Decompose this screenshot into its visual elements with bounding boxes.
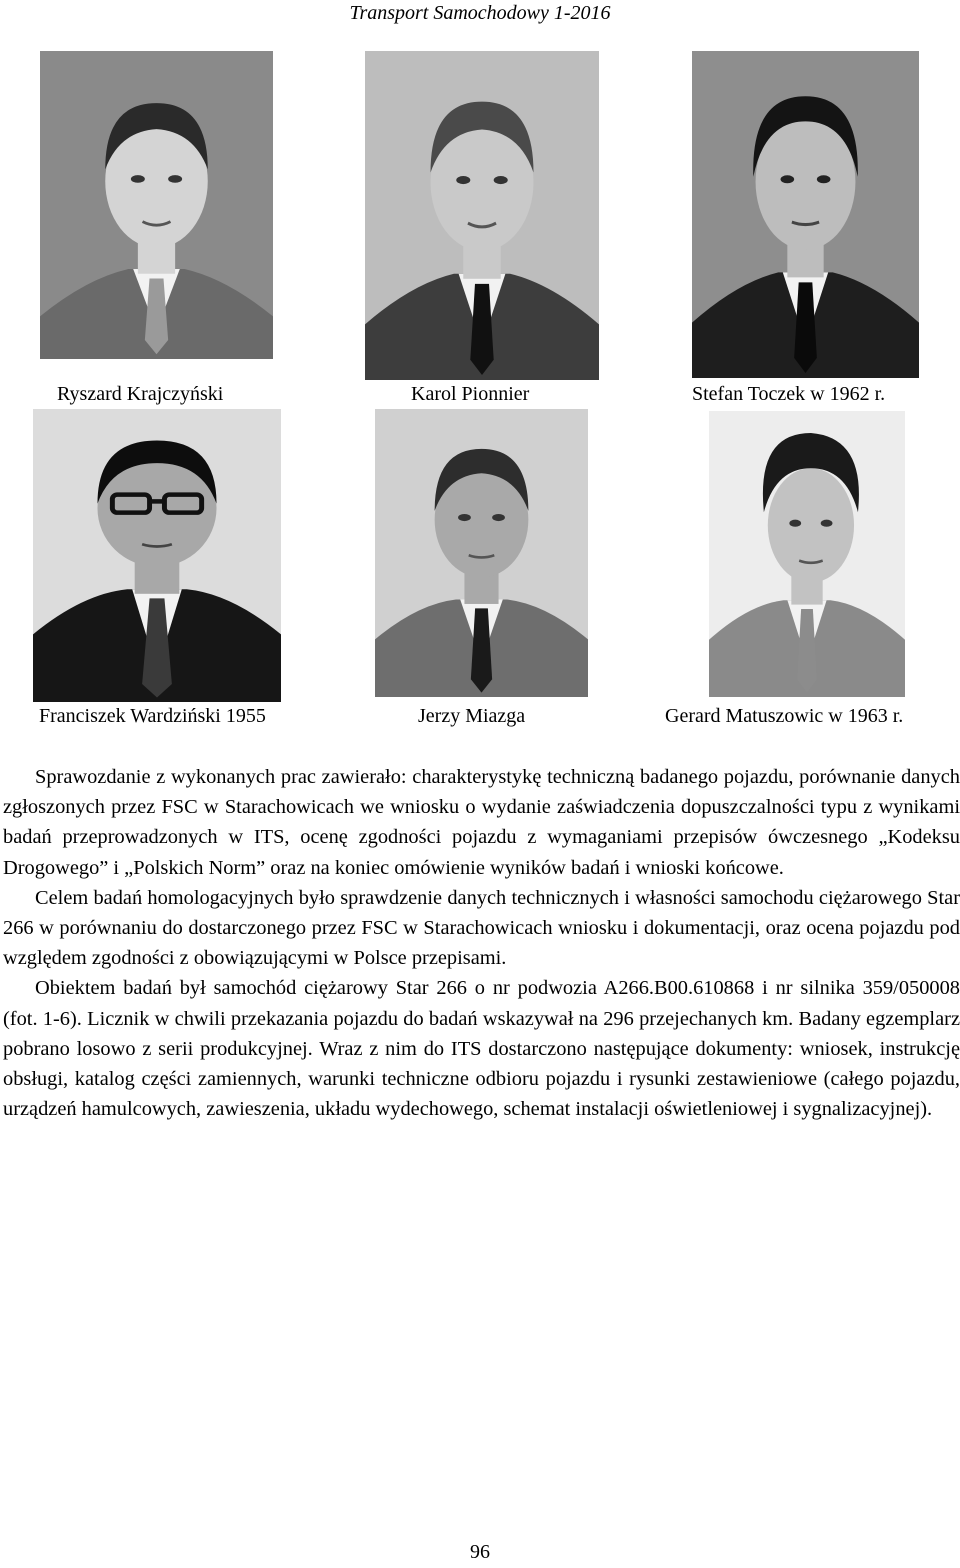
caption-5: Jerzy Miazga bbox=[418, 705, 526, 727]
caption-6: Gerard Matuszowic w 1963 r. bbox=[665, 705, 904, 727]
portrait-image bbox=[692, 51, 919, 378]
page-number: 96 bbox=[470, 1541, 490, 1563]
paragraph-1: Sprawozdanie z wykonanych prac zawierało: charakterystykę techniczną badanego pojazdu, porównanie danych zgłoszonych przez FSC w Starachowicach we wniosku o wydanie zaświadczenia dopuszczalności typu z wynikami badań przeprowadzonych w ITS, ocenę zgodności pojazdu z wymaganiami przepisów ówczesnego „Kodeksu Drogowego” i „Polskich Norm” oraz na koniec omówienie wyników badań i wnioski końcowe. bbox=[3, 766, 960, 879]
caption-3: Stefan Toczek w 1962 r. bbox=[692, 383, 886, 405]
caption-2: Karol Pionnier bbox=[411, 383, 530, 405]
portrait-image bbox=[375, 409, 588, 697]
portrait-image bbox=[33, 409, 281, 702]
portrait-photo-6 bbox=[709, 411, 905, 697]
portrait-photo-3 bbox=[692, 51, 919, 378]
caption-1: Ryszard Krajczyński bbox=[57, 383, 224, 405]
portrait-image bbox=[709, 411, 905, 697]
portrait-photo-1 bbox=[40, 51, 273, 359]
portrait-photo-5 bbox=[375, 409, 588, 697]
paragraph-3: Obiektem badań był samochód ciężarowy Star 266 o nr podwozia A266.B00.610868 i nr silnika 359/050008 (fot. 1-6). Licznik w chwili przekazania pojazdu do badań wskazywał na 296 przejechanych km. Badany egzemplarz pobrano losowo z serii produkcyjnej. Wraz z nim do ITS dostarczono następujące dokumenty: wniosek, instrukcję obsługi, katalog części zamiennych, warunki techniczne odbioru pojazdu i rysunki zestawieniowe (całego pojazdu, urządzeń hamulcowych, zawieszenia, układu wydechowego, schemat instalacji oświetleniowej i sygnalizacyjnej). bbox=[3, 977, 960, 1121]
paragraph-2: Celem badań homologacyjnych było sprawdzenie danych technicznych i własności samochodu ciężarowego Star 266 w porównaniu do dostarczonego przez FSC w Starachowicach wniosku i dokumentacji, oraz ocena pojazdu pod względem zgodności z obowiązującymi w Polsce przepisami. bbox=[3, 886, 960, 970]
portrait-image bbox=[365, 51, 599, 380]
portrait-photo-4 bbox=[33, 409, 281, 702]
caption-4: Franciszek Wardziński 1955 bbox=[39, 705, 266, 727]
journal-header: Transport Samochodowy 1-2016 bbox=[349, 2, 611, 24]
portrait-photo-2 bbox=[365, 51, 599, 380]
article-body bbox=[3, 762, 960, 1124]
portrait-image bbox=[40, 51, 273, 359]
